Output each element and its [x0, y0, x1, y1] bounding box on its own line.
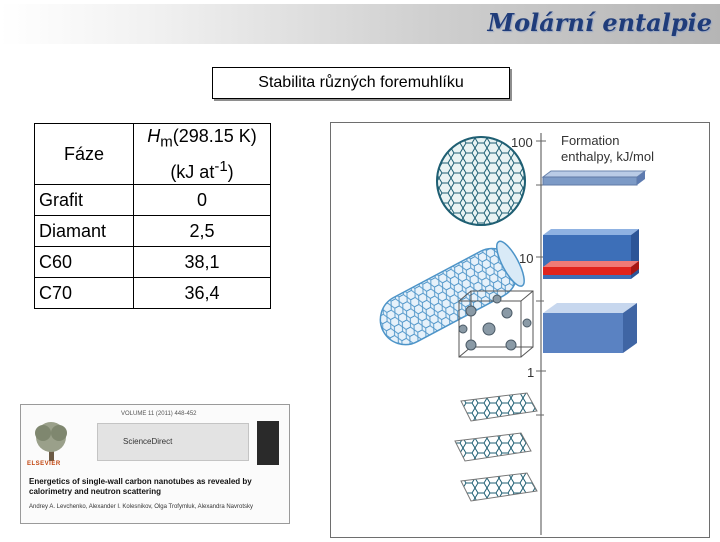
bar-diamond [543, 303, 637, 353]
enthalpy-table [34, 123, 271, 309]
paper-title: Energetics of single-wall carbon nanotubes as revealed by calorimetry and neutron scattering [29, 477, 252, 496]
diamond-crystal-image [459, 291, 533, 357]
table-row [35, 216, 271, 247]
table-row [35, 185, 271, 216]
figure-svg [331, 123, 709, 537]
journal-id: VOLUME 11 (2011) 448-452 [121, 411, 197, 417]
nanotube-image [372, 238, 530, 354]
sciencedirect-label: ScienceDirect [123, 437, 173, 446]
bar-top-slab [543, 171, 645, 185]
elsevier-tree-logo [27, 419, 77, 465]
cell-phase: Diamant [35, 216, 134, 247]
paper-authors: Andrey A. Levchenko, Alexander I. Kolesnikov, Olga Trofymluk, Alexandra Navrotsky [29, 504, 254, 510]
legend-line1: Formation [561, 133, 620, 148]
fullerene-c60-image [437, 137, 525, 225]
cell-phase: Grafit [35, 185, 134, 216]
table-header-row [35, 124, 271, 185]
journal-cover [257, 421, 279, 465]
paper-thumbnail [20, 404, 290, 524]
header-enthalpy [134, 124, 271, 185]
header-enthalpy-line2: (kJ $at^{-1}$) [170, 157, 234, 182]
graphite-image [455, 393, 537, 501]
cell-phase: C70 [35, 278, 134, 309]
header-enthalpy-line1: $H_m(298.15$ K) [147, 126, 257, 151]
subtitle-text: Stabilita různých foremuhlíku [258, 74, 464, 91]
cell-value: 38,1 [134, 247, 271, 278]
header-phase: Fáze [35, 124, 134, 185]
enthalpy-figure [330, 122, 710, 538]
tick-1: 1 [527, 365, 535, 380]
table-row [35, 278, 271, 309]
cell-phase: C60 [35, 247, 134, 278]
cell-value: 2,5 [134, 216, 271, 247]
elsevier-label: ELSEVIER [27, 461, 61, 467]
tick-10: 10 [519, 251, 534, 266]
cell-value: 0 [134, 185, 271, 216]
subtitle-box [212, 67, 510, 99]
table-row [35, 247, 271, 278]
journal-banner [97, 423, 249, 461]
cell-value: 36,4 [134, 278, 271, 309]
tick-100: 100 [511, 135, 533, 150]
bar-c60 [543, 261, 639, 275]
legend-line2: enthalpy, kJ/mol [561, 149, 654, 164]
slide-title: Molární entalpie [487, 8, 712, 37]
